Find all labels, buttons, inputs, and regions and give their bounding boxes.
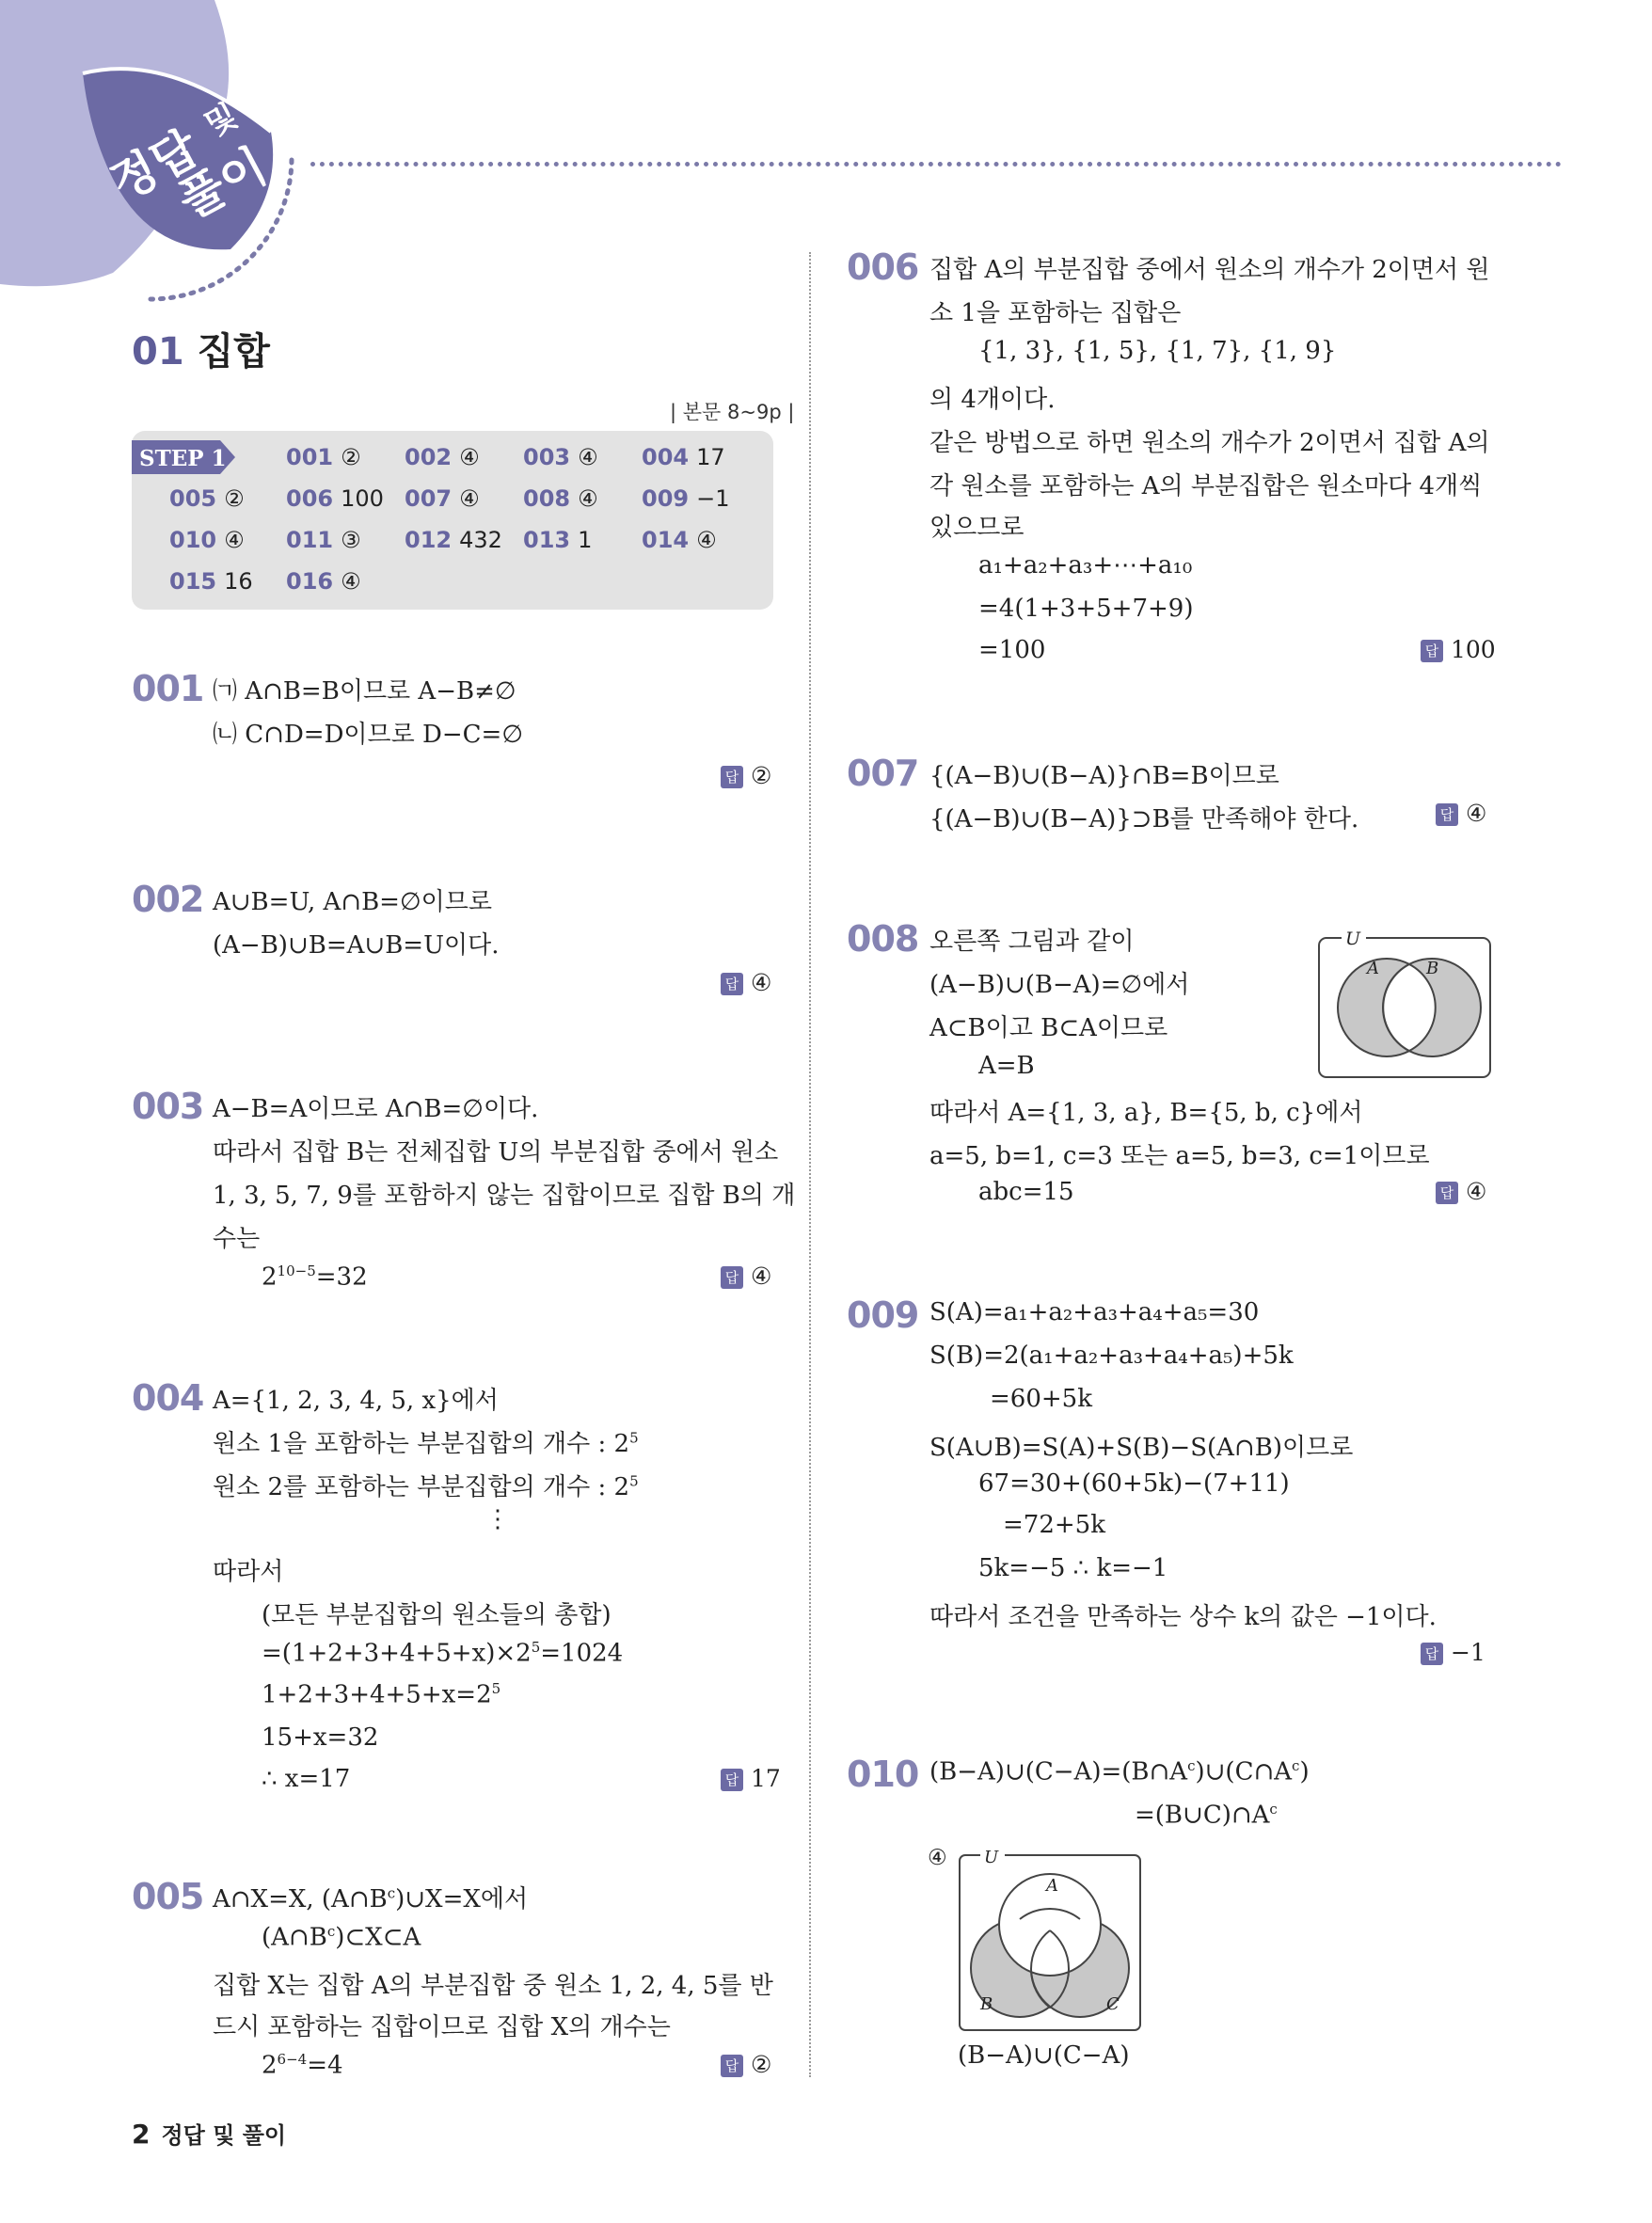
solution-line: 따라서 집합 B는 전체집합 U의 부분집합 중에서 원소 <box>213 1138 779 1167</box>
svg-text:U: U <box>1345 929 1361 949</box>
equation: a₁+a₂+a₃+⋯+a₁₀ <box>978 551 1193 580</box>
problem-number: 006 <box>847 246 919 288</box>
solution-line: 따라서 조건을 만족하는 상수 k의 값은 −1이다. <box>929 1603 1437 1631</box>
equation: 67=30+(60+5k)−(7+11) <box>978 1469 1290 1498</box>
equation: $1+2+3+4+5+x=2^5$ <box>262 1680 501 1709</box>
svg-text:STEP 1: STEP 1 <box>139 446 227 471</box>
logo-line1: 정답 <box>101 119 208 212</box>
logo-mid: 및 <box>199 96 245 145</box>
step1-answer-item: 007 ④ <box>405 485 480 512</box>
solution-line: {(A−B)∪(B−A)}⊃B를 만족해야 한다. <box>929 805 1359 834</box>
svg-text:A: A <box>1367 959 1379 978</box>
page-footer: 2 정답 및 풀이 <box>132 2119 287 2150</box>
solution-line: 집합 A의 부분집합 중에서 원소의 개수가 2이면서 원 <box>929 256 1490 284</box>
solution-line: A−B=A이므로 A∩B=∅이다. <box>213 1095 539 1123</box>
equation: A=B <box>978 1052 1035 1080</box>
problem-number: 010 <box>847 1754 919 1795</box>
equation: $2^{10-5}=32$ <box>262 1262 368 1292</box>
step1-answer-item: 001 ② <box>286 444 361 470</box>
step1-answer-item: 009 −1 <box>642 485 730 512</box>
solution-line: (A−B)∪B=A∪B=U이다. <box>213 931 500 960</box>
answer-badge: 답 ② <box>721 2051 771 2078</box>
solution-line: (A−B)∪(B−A)=∅에서 <box>929 971 1190 999</box>
solution-line: ㈁ C∩D=D이므로 D−C=∅ <box>213 721 523 749</box>
equation: $=(1+2+3+4+5+x)\times 2^5=1024$ <box>262 1639 624 1668</box>
logo-line2: 풀이 <box>169 137 277 230</box>
solution-line: a=5, b=1, c=3 또는 a=5, b=3, c=1이므로 <box>929 1142 1430 1170</box>
solution-line: A∪B=U, A∩B=∅이므로 <box>213 888 492 916</box>
vertical-ellipsis: ⋮ <box>485 1505 510 1533</box>
problem-number: 008 <box>847 918 919 960</box>
equation: =4(1+3+5+7+9) <box>978 595 1194 623</box>
section-title: 01 집합 <box>132 330 270 373</box>
problem-number: 007 <box>847 753 919 794</box>
solution-line: S(A)=a₁+a₂+a₃+a₄+a₅=30 <box>929 1298 1260 1326</box>
solution-line: $(A\cap B^c)\subset X\subset A$ <box>262 1923 421 1952</box>
step1-answer-item: 006 100 <box>286 485 384 512</box>
answer-badge: 답 100 <box>1421 636 1496 663</box>
solution-line: S(B)=2(a₁+a₂+a₃+a₄+a₅)+5k <box>929 1342 1294 1370</box>
step1-label <box>132 440 235 474</box>
solution-line: S(A∪B)=S(A)+S(B)−S(A∩B)이므로 <box>929 1434 1354 1462</box>
step1-answer-item: 014 ④ <box>642 527 717 553</box>
solution-line: ㈀ A∩B=B이므로 A−B≠∅ <box>213 677 516 706</box>
answer-badge: 답 ④ <box>1436 1178 1486 1205</box>
solution-line: $=(B\cup C)\cap A^c$ <box>1135 1801 1278 1830</box>
answer-badge: 답 ④ <box>721 1262 771 1290</box>
answer-badge: 답 −1 <box>1421 1639 1485 1666</box>
solution-line: {(A−B)∪(B−A)}∩B=B이므로 <box>929 762 1279 790</box>
equation: =72+5k <box>1003 1511 1105 1539</box>
answer-badge: 답 ② <box>721 762 771 789</box>
column-divider <box>809 252 811 2077</box>
solution-line: 따라서 <box>213 1558 284 1586</box>
answer-badge: 답 ④ <box>721 969 771 996</box>
solution-line: 있으므로 <box>929 514 1025 542</box>
problem-number: 009 <box>847 1294 919 1336</box>
equation: 15+x=32 <box>262 1723 379 1752</box>
problem-number: 001 <box>132 668 204 709</box>
choice-marker: ④ <box>928 1846 947 1870</box>
problem-number: 004 <box>132 1377 204 1419</box>
solution-line: 각 원소를 포함하는 A의 부분집합은 원소마다 4개씩 <box>929 472 1483 500</box>
step1-answer-item: 008 ④ <box>523 485 598 512</box>
solution-line: 오른쪽 그림과 같이 <box>929 928 1135 956</box>
step1-answer-item: 012 432 <box>405 527 502 553</box>
solution-line: A={1, 2, 3, 4, 5, x}에서 <box>213 1387 499 1415</box>
solution-line: A⊂B이고 B⊂A이므로 <box>929 1014 1168 1042</box>
solution-line: $(B-A)\cup(C-A)=(B\cap A^c)\cup(C\cap A^c)$ <box>929 1757 1310 1786</box>
page-reference: | 본문 8~9p | <box>670 401 795 423</box>
step1-answer-item: 002 ④ <box>405 444 480 470</box>
solution-line: 원소 2를 포함하는 부분집합의 개수 : $2^5$ <box>213 1472 639 1501</box>
solution-line: 따라서 A={1, 3, a}, B={5, b, c}에서 <box>929 1099 1363 1127</box>
step1-answer-item: 013 1 <box>523 527 593 553</box>
solution-line: 소 1을 포함하는 집합은 <box>929 299 1182 327</box>
solution-line: 원소 1을 포함하는 부분집합의 개수 : $2^5$ <box>213 1429 639 1458</box>
problem-number: 002 <box>132 879 204 920</box>
step1-answer-item: 004 17 <box>642 444 725 470</box>
equation: abc=15 <box>978 1178 1074 1206</box>
venn-diagram-010 <box>958 1846 1144 2034</box>
venn-diagram-008 <box>1317 927 1492 1081</box>
solution-line: A∩X=X, $(A\cap B^c)\cup X=X$에서 <box>213 1884 529 1913</box>
problem-number: 003 <box>132 1086 204 1127</box>
header-dotted-rule <box>310 162 1562 167</box>
solution-line: 1, 3, 5, 7, 9를 포함하지 않는 집합이므로 집합 B의 개 <box>213 1182 796 1210</box>
step1-answer-item: 011 ③ <box>286 527 361 553</box>
svg-text:B: B <box>1426 959 1439 978</box>
equation: $2^{6-4}=4$ <box>262 2051 343 2080</box>
step1-answer-item: 005 ② <box>169 485 245 512</box>
step1-answer-item: 015 16 <box>169 568 253 595</box>
svg-text:U: U <box>984 1848 999 1867</box>
svg-text:C: C <box>1106 1994 1120 2014</box>
solution-line: (모든 부분집합의 원소들의 총합) <box>262 1601 612 1629</box>
solution-line: 같은 방법으로 하면 원소의 개수가 2이면서 집합 A의 <box>929 429 1490 457</box>
equation: ∴ x=17 <box>262 1765 351 1793</box>
diagram-caption: (B−A)∪(C−A) <box>958 2041 1130 2070</box>
solution-line: 집합 X는 집합 A의 부분집합 중 원소 1, 2, 4, 5를 반 <box>213 1972 773 2000</box>
equation: =100 <box>978 636 1046 664</box>
equation: 5k=−5 ∴ k=−1 <box>978 1554 1168 1582</box>
answer-badge: 답 17 <box>721 1765 781 1792</box>
svg-text:B: B <box>980 1994 993 2014</box>
solution-line: 수는 <box>213 1225 261 1253</box>
equation: =60+5k <box>990 1385 1092 1413</box>
answer-badge: 답 ④ <box>1436 800 1486 827</box>
step1-answer-item: 003 ④ <box>523 444 598 470</box>
solution-line: 의 4개이다. <box>929 386 1056 414</box>
step1-answer-item: 010 ④ <box>169 527 245 553</box>
svg-text:A: A <box>1046 1876 1058 1896</box>
problem-number: 005 <box>132 1876 204 1917</box>
step1-answer-item: 016 ④ <box>286 568 361 595</box>
solution-line: 드시 포함하는 집합이므로 집합 X의 개수는 <box>213 2013 671 2041</box>
solution-line: {1, 3}, {1, 5}, {1, 7}, {1, 9} <box>978 337 1337 365</box>
header-logo <box>0 0 320 310</box>
